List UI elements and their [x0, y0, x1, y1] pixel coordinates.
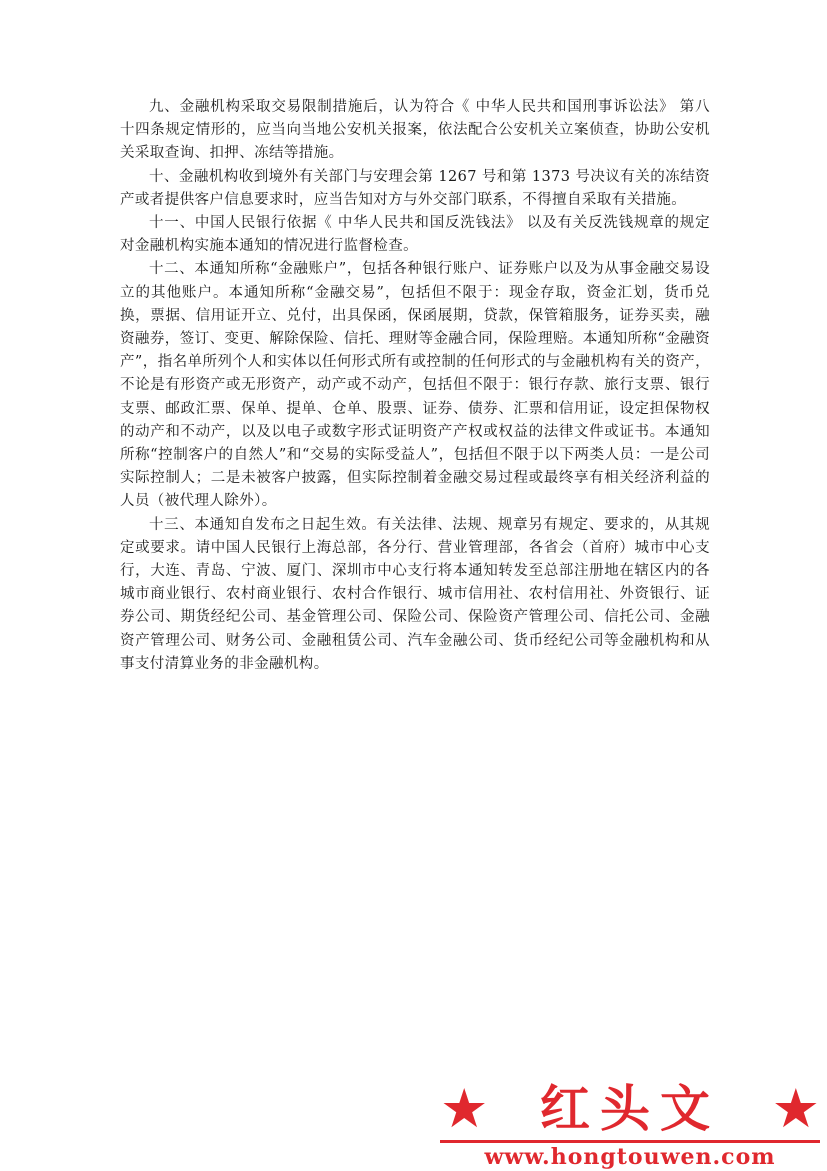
site-watermark	[440, 1077, 820, 1170]
paragraph-11: 十一、中国人民银行依据《 中华人民共和国反洗钱法》 以及有关反洗钱规章的规定对金融机构实施本通知的情况进行监督检查。	[120, 215, 710, 255]
paragraph-12: 十二、本通知所称“金融账户”，包括各种银行账户、证券账户以及为从事金融交易设立的其他账户。本通知所称“金融交易”，包括但不限于：现金存取，资金汇划，货币兑换，票据、信用证开立、兑付，出具保函，保函展期，贷款，保管箱服务，证券买卖，融资融券，签订、变更、解除保险、信托、理财等金融合同，保险理赔。本通知所称“金融资产”，指名单所列个人和实体以任何形式所有或控制的任何形式的与金融机构有关的资产，不论是有形资产或无形资产，动产或不动产，包括但不限于：银行存款、旅行支票、银行支票、邮政汇票、保单、提单、仓单、股票、证券、债券、汇票和信用证，设定担保物权的动产和不动产，以及以电子或数字形式证明资产产权或权益的法律文件或证书。本通知所称“控制客户的自然人”和“交易的实际受益人”，包括但不限于以下两类人员：一是公司实际控制人；二是未被客户披露，但实际控制着金融交易过程或最终享有相关经济利益的人员（被代理人除外）。	[120, 261, 710, 510]
paragraph-13: 十三、本通知自发布之日起生效。有关法律、法规、规章另有规定、要求的，从其规定或要求。请中国人民银行上海总部，各分行、营业管理部，各省会（首府）城市中心支行，大连、青岛、宁波、厦门、深圳市中心支行将本通知转发至总部注册地在辖区内的各城市商业银行、农村商业银行、农村合作银行、城市信用社、农村信用社、外资银行、证券公司、期货经纪公司、基金管理公司、保险公司、保险资产管理公司、信托公司、金融资产管理公司、财务公司、金融租赁公司、汽车金融公司、货币经纪公司等金融机构和从事支付清算业务的非金融机构。	[120, 516, 710, 672]
watermark-title: 红头文	[540, 1079, 720, 1138]
paragraph-10: 十、金融机构收到境外有关部门与安理会第 1267 号和第 1373 号决议有关的冻结资产或者提供客户信息要求时，应当告知对方与外交部门联系，不得擅自采取有关措施。	[120, 168, 710, 208]
star-icon: ★	[440, 1077, 489, 1140]
star-icon: ★	[771, 1077, 820, 1140]
watermark-title-row	[440, 1077, 820, 1140]
watermark-url: www.hongtouwen.com	[484, 1144, 776, 1170]
paragraph-9: 九、金融机构采取交易限制措施后，认为符合《 中华人民共和国刑事诉讼法》 第八十四条规定情形的，应当向当地公安机关报案，依法配合公安机关立案侦查，协助公安机关采取查询、扣押、冻结等措施。	[120, 99, 710, 162]
document-body	[120, 96, 710, 676]
